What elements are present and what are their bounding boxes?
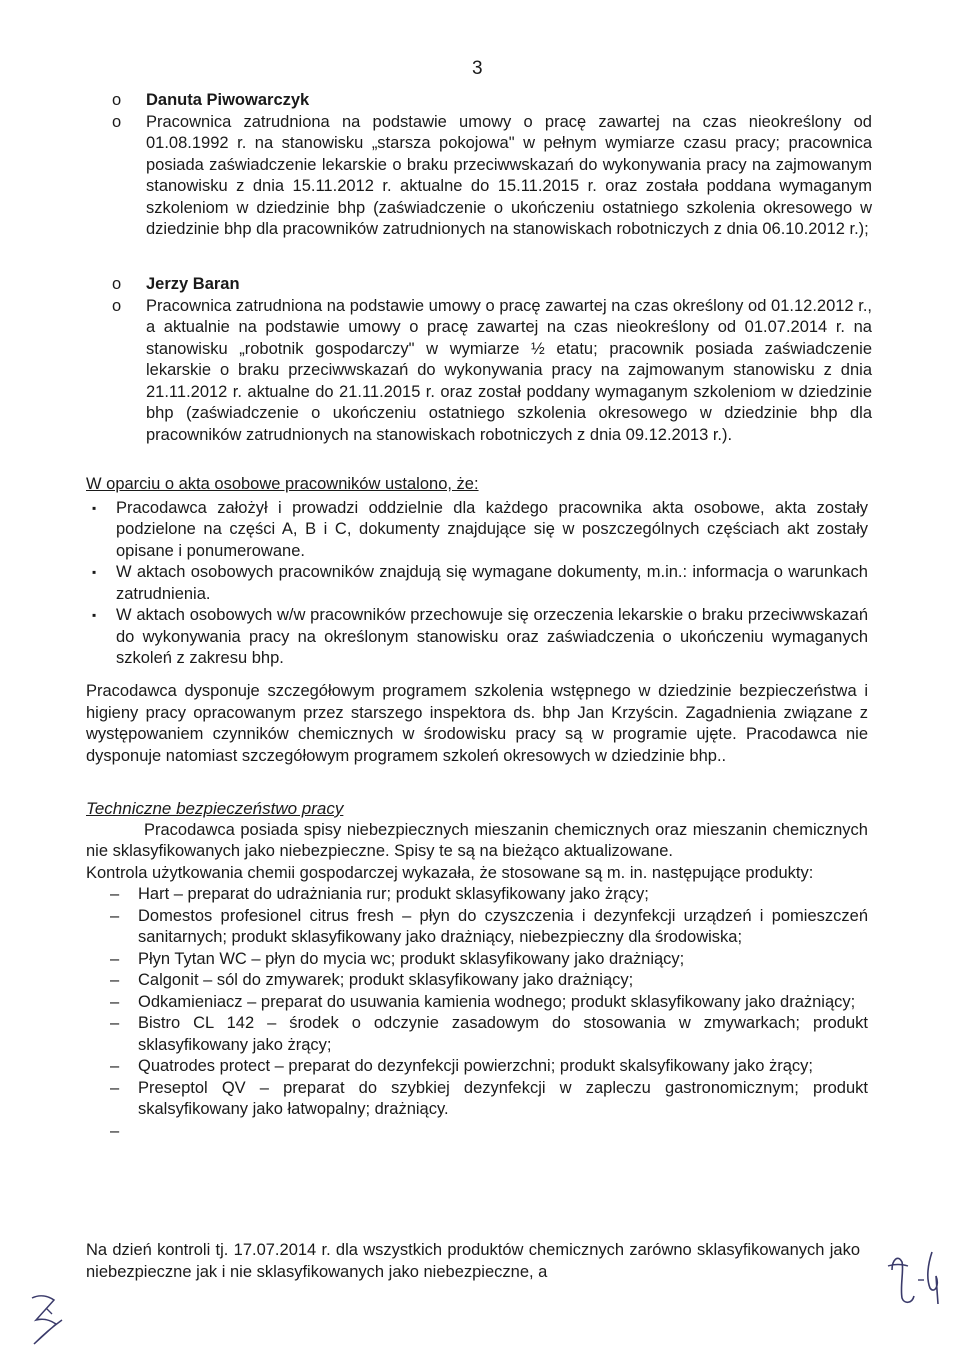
list-item-text: W aktach osobowych w/w pracowników przechowuje się orzeczenia lekarskie o braku przeciwwskazań do wykonywania pracy na określonym stanowisku oraz zaświadczenia o ukończeniu wymaganych szkoleń z zakresu bhp.	[116, 606, 868, 667]
dash-bullet: –	[110, 1121, 120, 1140]
products-list	[86, 884, 868, 1121]
product-item	[86, 970, 868, 992]
safety-section	[86, 798, 868, 1149]
product-item	[86, 906, 868, 949]
list-item-text: W aktach osobowych pracowników znajdują się wymagane dokumenty, m.in.: informacja o warunkach zatrudnienia.	[116, 563, 868, 603]
square-bullet: ▪	[92, 608, 97, 622]
circle-bullet: o	[112, 296, 122, 315]
safety-heading: Techniczne bezpieczeństwo pracy	[86, 799, 344, 818]
dash-bullet: –	[110, 971, 120, 989]
page-number: 3	[472, 58, 483, 79]
empty-dash-item	[86, 1121, 868, 1149]
square-bullet: ▪	[92, 565, 97, 579]
safety-paragraph-2: Kontrola użytkowania chemii gospodarczej wykazała, że stosowane są m. in. następujące produkty:	[86, 863, 814, 882]
list-item	[86, 605, 868, 670]
product-item	[86, 884, 868, 906]
person-entry-2	[112, 274, 872, 446]
person-name-row	[112, 90, 872, 112]
product-item	[86, 949, 868, 971]
closing-paragraph: Na dzień kontroli tj. 17.07.2014 r. dla wszystkich produktów chemicznych zarówno sklasyfikowanych jako niebezpieczne jak i nie sklasyfikowanych jako niebezpieczne, a	[86, 1241, 860, 1281]
dash-bullet: –	[110, 1014, 120, 1032]
product-text: Domestos profesionel citrus fresh – płyn do czyszczenia i dezynfekcji urządzeń i pomieszczeń sanitarnych; produkt sklasyfikowany jako drażniący, niebezpieczny dla środowiska;	[138, 906, 868, 946]
circle-bullet: o	[112, 112, 122, 131]
circle-bullet: o	[112, 275, 122, 293]
akta-heading: W oparciu o akta osobowe pracowników ustalono, że:	[86, 475, 479, 493]
person-description: Pracownica zatrudniona na podstawie umowy o pracę zawartej na czas określony od 01.12.2012 r., a aktualnie na podstawie umowy o pracę zawartej na czas nieokreślony od 01.07.2014 r. na stanowisku „robotnik gospodarczy" w wymiarze ½ etatu; pracownik posiada zaświadczenie lekarskie o braku przeciwwskazań do wykonywania pracy na zajmowanym stanowisku z dnia 21.11.2012 r. aktualne do 21.11.2015 r. oraz został poddany wymaganym szkoleniom w dziedzinie bhp (zaświadczenie o ukończeniu ostatniego szkolenia okresowego w dziedzinie bhp dla pracowników zatrudnionych na stanowiskach robotniczych z dnia 09.12.2013 r.).	[146, 296, 872, 444]
handwritten-initials-icon	[884, 1240, 944, 1312]
list-item-text: Pracodawca założył i prowadzi oddzielnie dla każdego pracownika akta osobowe, akta zostały podzielone na części A, B i C, dokumenty znajdujące się w poszczególnych częściach akt zostały opisane i ponumerowane.	[116, 498, 868, 560]
square-bullet: ▪	[92, 500, 97, 515]
dash-bullet: –	[110, 1057, 120, 1075]
product-text: Bistro CL 142 – środek o odczynie zasadowym do stosowania w zmywarkach; produkt sklasyfikowany jako żrący;	[138, 1014, 868, 1054]
product-text: Calgonit – sól do zmywarek; produkt sklasyfikowany jako drażniący;	[138, 971, 634, 989]
akta-section	[86, 474, 868, 670]
program-paragraph: Pracodawca dysponuje szczegółowym programem szkolenia wstępnego w dziedzinie bezpieczeństwa i higieny pracy opracowanym przez starszego inspektora ds. bhp Jan Krzyścin. Zagadnienia związane z występowaniem czynników chemicznych w środowisku pracy są w programie ujęte. Pracodawca nie dysponuje natomiast szczegółowym programem szkoleń okresowych w dziedzinie bhp..	[86, 682, 868, 765]
product-text: Odkamieniacz – preparat do usuwania kamienia wodnego; produkt sklasyfikowany jako drażniący;	[138, 992, 856, 1011]
person-description-row	[112, 112, 872, 241]
product-text: Quatrodes protect – preparat do dezynfekcji powierzchni; produkt skalsyfikowany jako żrący;	[138, 1057, 813, 1075]
product-text: Płyn Tytan WC – płyn do mycia wc; produkt sklasyfikowany jako drażniący;	[138, 949, 685, 968]
person-entry-1	[112, 90, 872, 241]
safety-paragraph-1: Pracodawca posiada spisy niebezpiecznych mieszanin chemicznych oraz mieszanin chemicznych nie sklasyfikowanych jako niebezpieczne. Spisy te są na bieżąco aktualizowane.	[86, 820, 868, 860]
product-item	[86, 1013, 868, 1056]
person-description: Pracownica zatrudniona na podstawie umowy o pracę zawartej na czas nieokreślony od 01.08.1992 r. na stanowisku „starsza pokojowa" w pełnym wymiarze czasu pracy; pracownica posiada zaświadczenie lekarskie o braku przeciwwskazań do wykonywania pracy na zajmowanym stanowisku z dnia 15.11.2012 r. aktualne do 15.11.2015 r. oraz została poddana wymaganym szkoleniom w dziedzinie bhp (zaświadczenie o ukończeniu ostatniego szkolenia okresowego w dziedzinie bhp dla pracowników zatrudnionych na stanowiskach robotniczych z dnia 06.10.2012 r.);	[146, 112, 872, 238]
dash-bullet: –	[110, 992, 120, 1011]
list-item	[86, 562, 868, 605]
list-item	[86, 498, 868, 563]
dash-bullet: –	[110, 1078, 120, 1097]
circle-bullet: o	[112, 91, 122, 109]
dash-bullet: –	[110, 906, 120, 925]
dash-bullet: –	[110, 885, 120, 903]
signature-mark-icon	[26, 1290, 70, 1348]
person-name: Jerzy Baran	[146, 275, 240, 293]
product-item	[86, 1056, 868, 1078]
person-name: Danuta Piwowarczyk	[146, 91, 310, 109]
product-text: Hart – preparat do udrażniania rur; produkt sklasyfikowany jako żrący;	[138, 885, 649, 903]
product-item	[86, 1078, 868, 1121]
akta-list	[86, 498, 868, 670]
dash-bullet: –	[110, 949, 120, 968]
product-text: Preseptol QV – preparat do szybkiej dezynfekcji w zapleczu gastronomicznym; produkt skalsyfikowany jako łatwopalny; drażniący.	[138, 1078, 868, 1118]
person-description-row	[112, 296, 872, 447]
person-name-row	[112, 274, 872, 296]
product-item	[86, 992, 868, 1014]
